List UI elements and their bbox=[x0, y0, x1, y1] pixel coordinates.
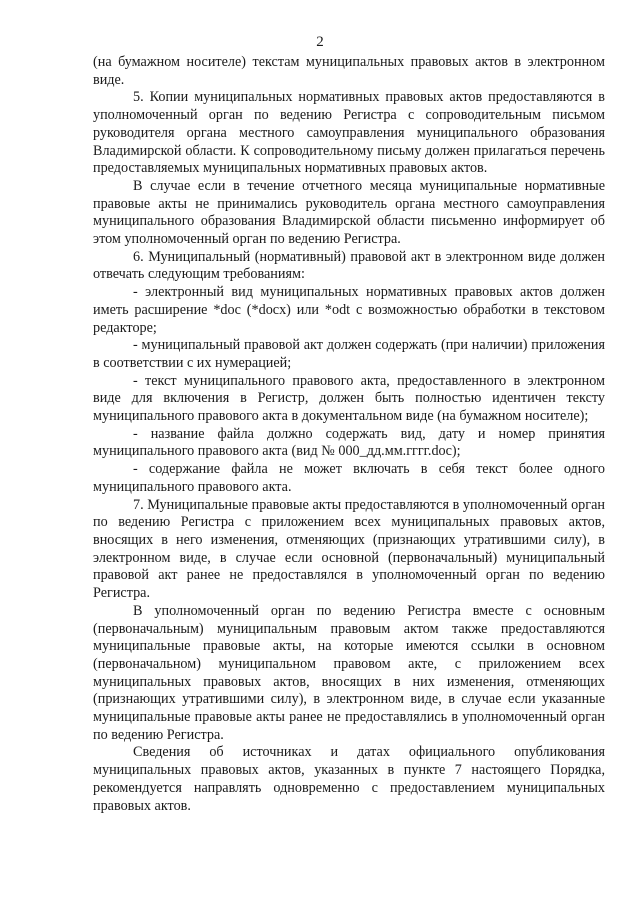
page-number: 2 bbox=[316, 34, 324, 50]
paragraph-publication-info: Сведения об источниках и датах официального опубликования муниципальных правовых актов, указанных в пункте 7 настоящего Порядка, рекомендуется направлять одновременно с предоставлением муниципальных правовых актов. bbox=[93, 744, 605, 814]
paragraph-item-7: 7. Муниципальные правовые акты предоставляются в уполномоченный орган по ведению Регистра с приложением всех муниципальных правовых актов, вносящих в него изменения, отменяющих (признающих утратившими силу), в электронном виде, в случае если основной (первоначальный) муниципальный правовой акт ранее не предоставлялся в уполномоченный орган по ведению Регистра. bbox=[93, 496, 605, 602]
paragraph-no-acts-case: В случае если в течение отчетного месяца муниципальные нормативные правовые акты не принимались руководитель органа местного самоуправления муниципального образования Владимирской области письменно информирует об этом уполномоченный орган по ведению Регистра. bbox=[93, 177, 605, 248]
requirement-file-extension: - электронный вид муниципальных нормативных правовых актов должен иметь расширение *doc (*docx) или *odt с возможностью обработки в текстовом редакторе; bbox=[93, 284, 605, 336]
paragraph-item-6: 6. Муниципальный (нормативный) правовой акт в электронном виде должен отвечать следующим требованиям: bbox=[93, 248, 605, 283]
paragraph-related-acts: В уполномоченный орган по ведению Регистра вместе с основным (первоначальным) муниципальным правовым актом также предоставляются муниципальные правовые акты, на которые имеются ссылки в основном (первоначальном) муниципальном правовом акте, с приложением всех муниципальных правовых актов, вносящих в них изменения, отменяющих (признающих утратившими силу), в электронном виде, в случае если указанные муниципальные правовые акты ранее не предоставлялись в уполномоченный орган по ведению Регистра. bbox=[93, 602, 605, 743]
requirement-single-act: - содержание файла не может включать в себя текст более одного муниципального правового акта. bbox=[93, 461, 605, 495]
paragraph-item-5: 5. Копии муниципальных нормативных правовых актов предоставляются в уполномоченный орган по ведению Регистра с сопроводительным письмом руководителя органа местного самоуправления муниципального образования Владимирской области. К сопроводительному письму должен прилагаться перечень предоставляемых муниципальных нормативных правовых актов. bbox=[93, 89, 605, 177]
paragraph-continuation: (на бумажном носителе) текстам муниципальных правовых актов в электронном виде. bbox=[93, 54, 605, 88]
requirement-file-name: - название файла должно содержать вид, дату и номер принятия муниципального правового акта (вид № 000_дд.мм.гггг.doc); bbox=[93, 425, 605, 460]
document-body bbox=[93, 54, 605, 815]
requirement-identical-text: - текст муниципального правового акта, предоставленного в электронном виде для включения в Регистр, должен быть полностью идентичен тексту муниципального правового акта в документальном виде (на бумажном носителе); bbox=[93, 372, 605, 425]
requirement-attachments: - муниципальный правовой акт должен содержать (при наличии) приложения в соответствии с их нумерацией; bbox=[93, 337, 605, 371]
